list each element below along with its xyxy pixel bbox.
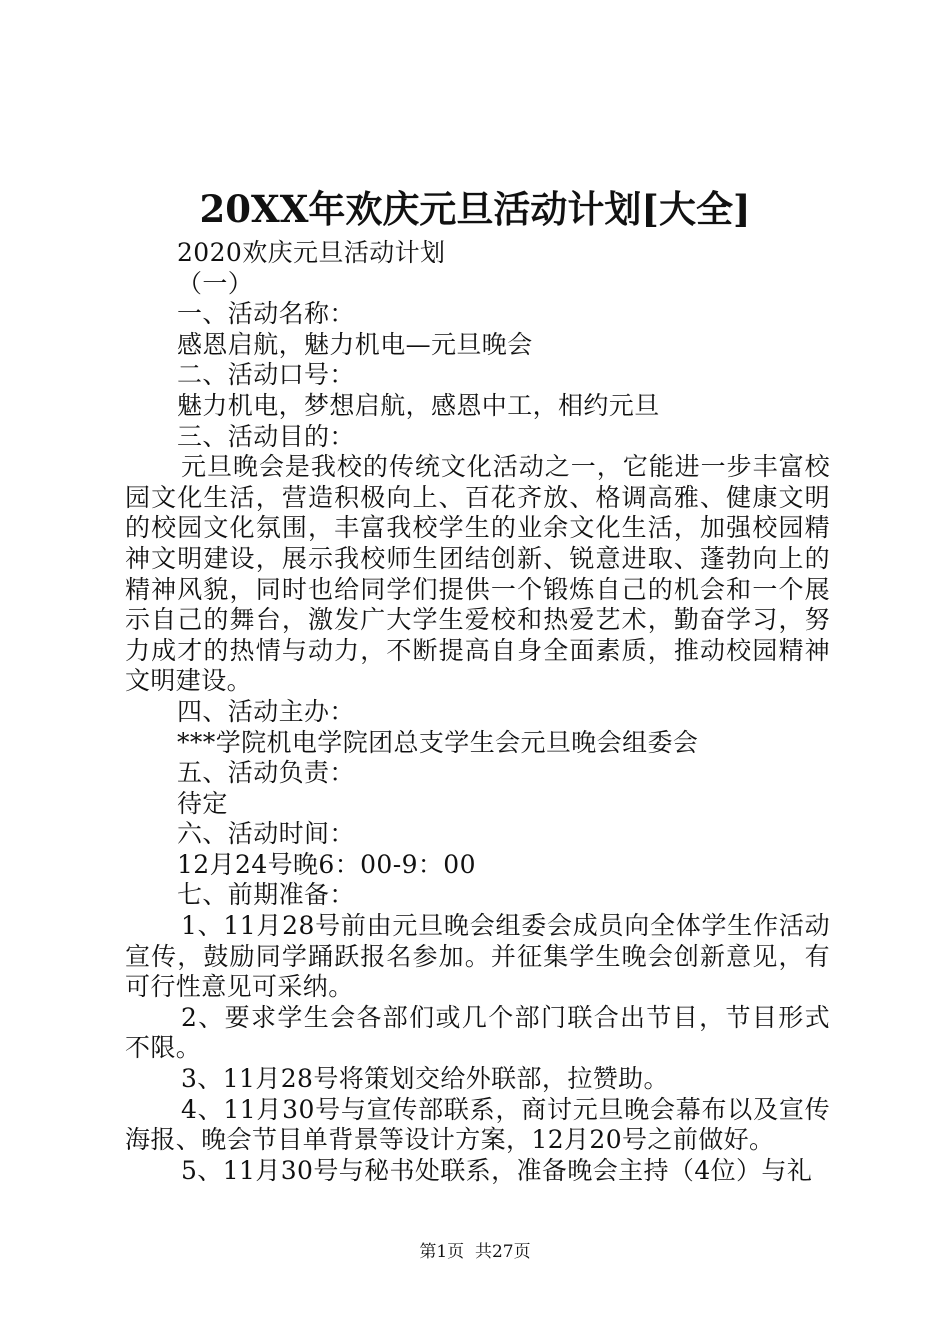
section-marker: （一） <box>177 268 254 298</box>
preparation-item-2: 2、要求学生会各部们或几个部门联合出节目，节目形式不限。 <box>125 1002 830 1063</box>
preparation-item-5: 5、11月30号与秘书处联系，准备晚会主持（4位）与礼 <box>181 1155 813 1185</box>
page-footer <box>0 1240 950 1264</box>
heading-activity-time: 六、活动时间： <box>177 819 355 849</box>
preparation-item-4: 4、11月30号与宣传部联系，商讨元旦晚会幕布以及宣传海报、晚会节目单背景等设计方案，12月20号之前做好。 <box>125 1094 830 1155</box>
activity-organizer-text: ***学院机电学院团总支学生会元旦晚会组委会 <box>177 727 699 757</box>
heading-activity-name: 一、活动名称： <box>177 299 355 329</box>
activity-name-text: 感恩启航，魅力机电—元旦晚会 <box>177 329 533 359</box>
heading-activity-responsible: 五、活动负责： <box>177 758 355 788</box>
activity-responsible-text: 待定 <box>177 788 228 818</box>
document-body <box>125 238 830 1186</box>
preparation-item-3: 3、11月28号将策划交给外联部，拉赞助。 <box>181 1064 669 1094</box>
heading-preparation: 七、前期准备： <box>177 880 355 910</box>
activity-slogan-text: 魅力机电，梦想启航，感恩中工，相约元旦 <box>177 390 660 420</box>
document-title: 20XX年欢庆元旦活动计划[大全] <box>199 187 751 231</box>
heading-activity-organizer: 四、活动主办： <box>177 696 355 726</box>
activity-purpose-paragraph: 元旦晚会是我校的传统文化活动之一，它能进一步丰富校园文化生活，营造积极向上、百花齐放、格调高雅、健康文明的校园文化氛围，丰富我校学生的业余文化生活，加强校园精神文明建设，展示我校师生团结创新、锐意进取、蓬勃向上的精神风貌，同时也给同学们提供一个锻炼自己的机会和一个展示自己的舞台，激发广大学生爱校和热爱艺术，勤奋学习，努力成才的热情与动力，不断提高自身全面素质，推动校园精神文明建设。 <box>125 452 830 696</box>
page-number-label: 第1页 共27页 <box>419 1242 531 1262</box>
subtitle-line: 2020欢庆元旦活动计划 <box>177 238 446 267</box>
heading-activity-slogan: 二、活动口号： <box>177 360 355 390</box>
preparation-item-1: 1、11月28号前由元旦晚会组委会成员向全体学生作活动宣传，鼓励同学踊跃报名参加。并征集学生晚会创新意见，有可行性意见可采纳。 <box>125 911 830 1002</box>
activity-time-text: 12月24号晚6：00-9：00 <box>177 849 476 879</box>
heading-activity-purpose: 三、活动目的： <box>177 421 355 451</box>
